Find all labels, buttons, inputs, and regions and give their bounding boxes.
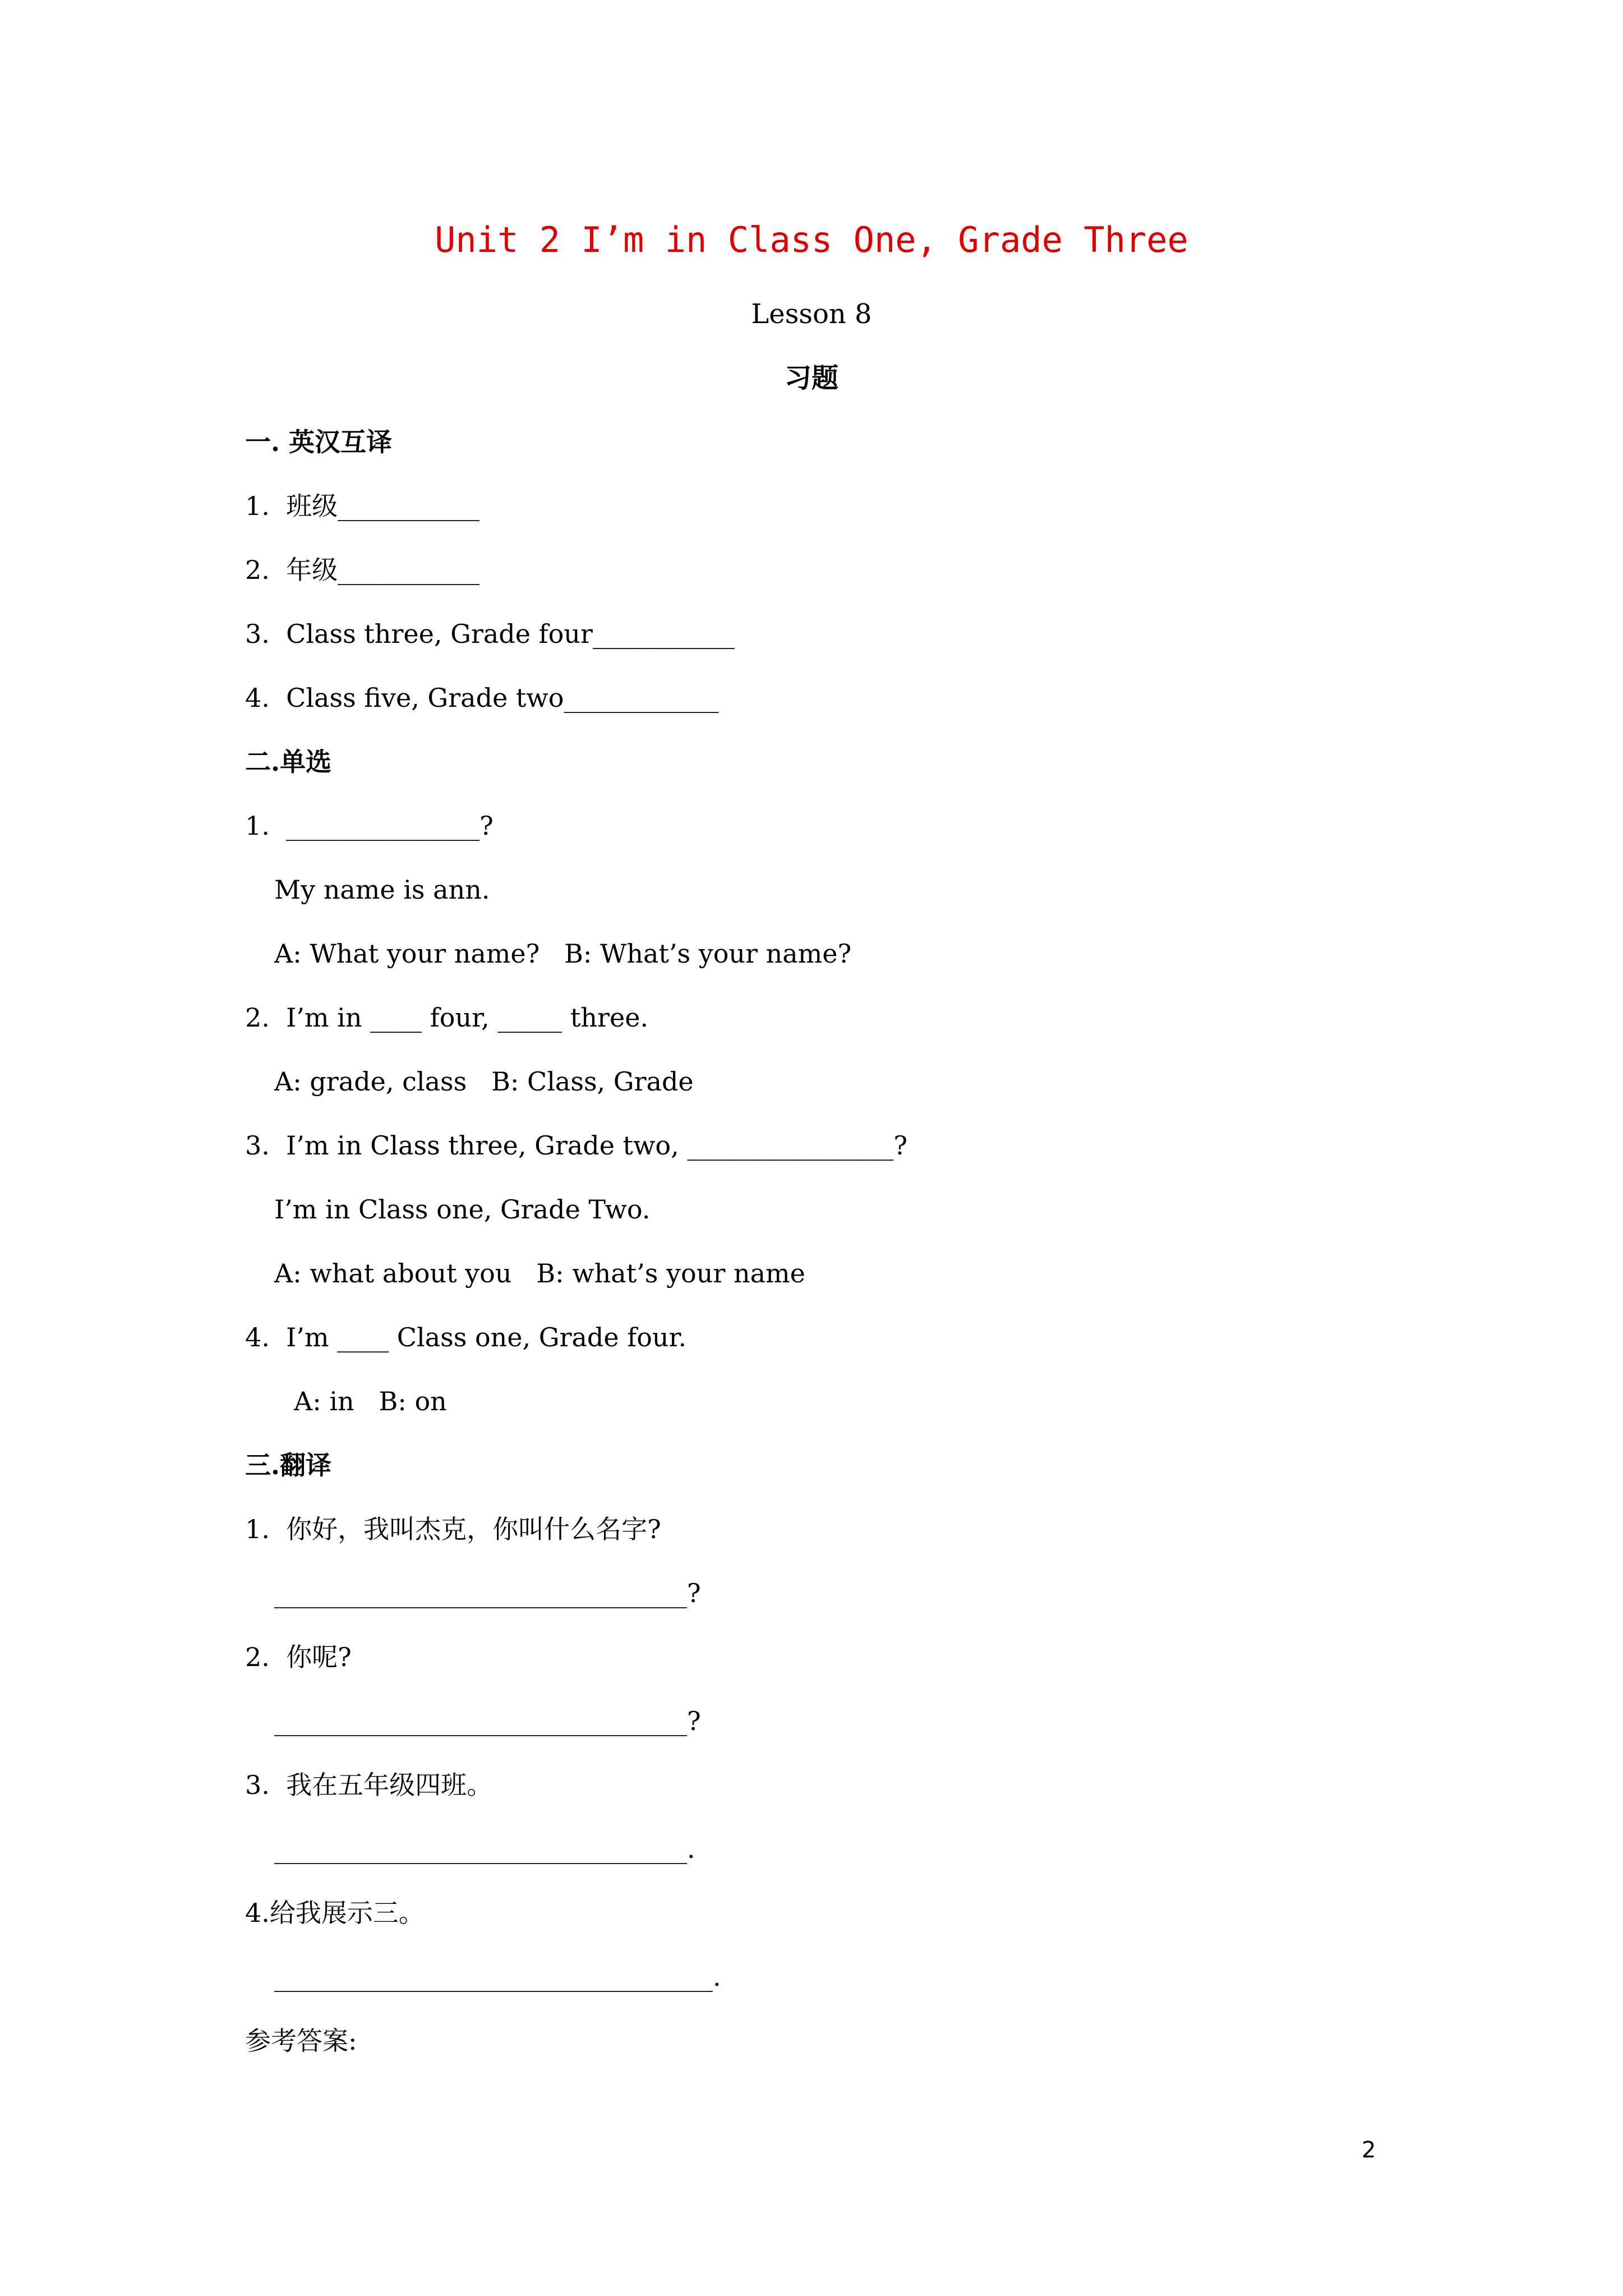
section1-item-2: 2. 年级___________ [245,555,480,585]
section2-question-3: 3. I’m in Class three, Grade two, ________________? [245,1130,907,1161]
section2-heading: 二.单选 [245,747,332,777]
section3-answer-line-3: ________________________________. [274,1834,695,1864]
section3-question-4: 4.给我展示三。 [245,1898,425,1928]
section3-question-1: 1. 你好，我叫杰克，你叫什么名字? [245,1514,661,1544]
section2-question-3-context: I’m in Class one, Grade Two. [274,1194,651,1225]
section2-question-4-options: A: in B: on [294,1386,447,1416]
answers-label: 参考答案: [245,2026,357,2056]
section2-question-1: 1. _______________? [245,811,494,841]
lesson-label: Lesson 8 [751,298,872,330]
section1-heading: 一. 英汉互译 [245,427,393,457]
section2-question-2: 2. I’m in ____ four, _____ three. [245,1002,649,1033]
section2-question-1-context: My name is ann. [274,875,490,905]
section3-answer-line-2: ________________________________? [274,1706,701,1736]
unit-title: Unit 2 I’m in Class One, Grade Three [435,219,1188,260]
exercise-label: 习题 [784,362,838,394]
section2-question-1-options: A: What your name? B: What’s your name? [274,938,852,969]
section3-question-2: 2. 你呢? [245,1642,352,1672]
section2-question-2-options: A: grade, class B: Class, Grade [274,1066,694,1097]
page-number: 2 [1362,2137,1376,2163]
section3-answer-line-1: ________________________________? [274,1578,701,1608]
section1-item-1: 1. 班级___________ [245,491,480,521]
section1-item-4: 4. Class five, Grade two____________ [245,683,719,713]
section2-question-3-options: A: what about you B: what’s your name [274,1258,805,1289]
section3-question-3: 3. 我在五年级四班。 [245,1770,493,1800]
section1-item-3: 3. Class three, Grade four___________ [245,619,735,649]
section3-answer-line-4: __________________________________. [274,1962,721,1992]
section3-heading: 三.翻译 [245,1450,332,1480]
section2-question-4: 4. I’m ____ Class one, Grade four. [245,1322,687,1352]
